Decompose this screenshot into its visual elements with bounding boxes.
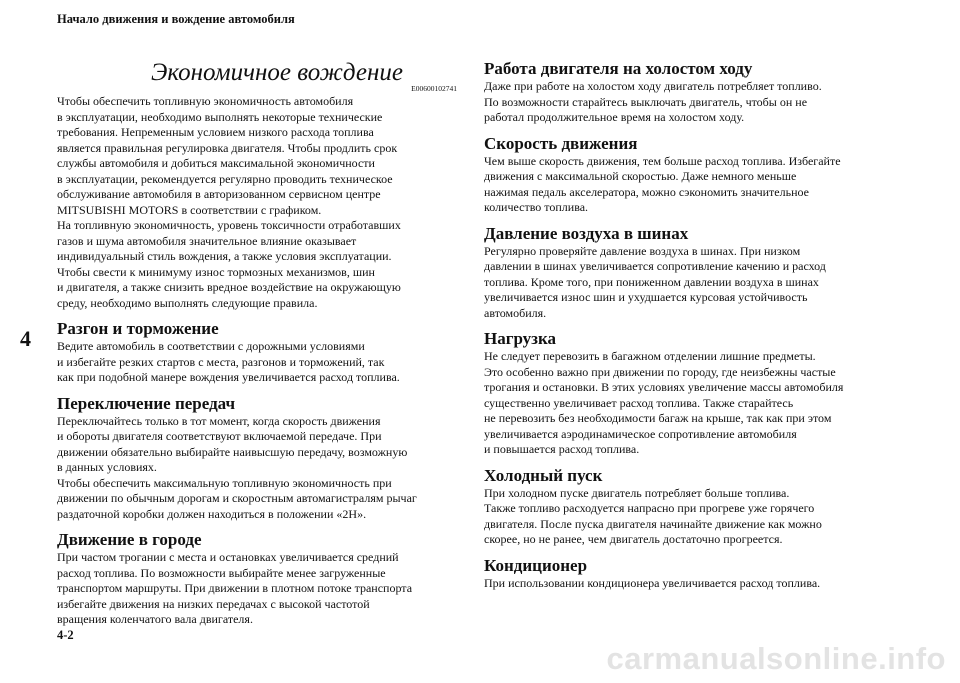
text-line: в данных условиях. [57, 460, 157, 474]
text-line: и двигателя, а также снизить вредное воздействие на окружающую [57, 280, 401, 294]
section-body-air-conditioner [484, 576, 889, 592]
section-body-tire-pressure [484, 244, 889, 322]
text-line: Даже при работе на холостом ходу двигатель потребляет топливо. [484, 79, 822, 93]
text-line: количество топлива. [484, 200, 589, 214]
text-line: в эксплуатации, необходимо выполнять некоторые технические [57, 109, 383, 124]
text-line: индивидуальный стиль вождения, а также условия эксплуатации. [57, 249, 392, 263]
running-header: Начало движения и вождение автомобиля [57, 12, 295, 26]
section-title-air-conditioner: Кондиционер [484, 555, 588, 575]
text-line: Регулярно проверяйте давление воздуха в шинах. При низком [484, 243, 801, 258]
text-line: топлива. Кроме того, при пониженном давлении воздуха в шинах [484, 274, 819, 289]
text-line: среду, необходимо выполнять следующие правила. [57, 295, 318, 310]
left-column [57, 58, 457, 628]
page-number: 4-2 [57, 628, 74, 642]
text-line: По возможности старайтесь выключать двигатель, чтобы он не [484, 94, 808, 109]
text-line: нажимая педаль акселератора, можно сэкономить значительное [484, 184, 809, 199]
text-line: Не следует перевозить в багажном отделении лишние предметы. [484, 349, 816, 363]
section-body-idling [484, 79, 889, 126]
text-line: расход топлива. По возможности выбирайте менее загруженные [57, 565, 386, 580]
document-code: E00600102741 [411, 84, 457, 93]
text-line: Также топливо расходуется напрасно при прогреве уже горячего [484, 501, 815, 515]
text-line: существенно увеличивает расход топлива. Также старайтесь [484, 395, 794, 410]
section-title-tire-pressure: Давление воздуха в шинах [484, 223, 689, 243]
text-line: трогания и остановки. В этих условиях увеличение массы автомобиля [484, 380, 844, 394]
text-line: в эксплуатации, рекомендуется регулярно проводить техническое [57, 171, 393, 186]
text-line: Чтобы обеспечить максимальную топливную экономичность при [57, 475, 392, 490]
page-title: Экономичное вождение [151, 59, 403, 86]
section-body-cold-start [484, 486, 889, 548]
text-line: требования. Непременным условием низкого расхода топлива [57, 125, 374, 139]
section-title-load: Нагрузка [484, 329, 557, 348]
text-line: как при подобной манере вождения увеличивается расход топлива. [57, 370, 400, 384]
text-line: не перевозить без необходимости багаж на крыше, так как при этом [484, 411, 832, 425]
section-title-speed: Скорость движения [484, 133, 638, 153]
text-line: MITSUBISHI MOTORS в соответствии с графиком. [57, 202, 322, 217]
intro-paragraph [57, 94, 457, 311]
text-line: давлении в шинах увеличивается сопротивление качению и расход [484, 259, 826, 273]
section-title-idling: Работа двигателя на холостом ходу [484, 59, 753, 78]
section-title-gear-shifting: Переключение передач [57, 393, 236, 413]
text-line: вращения коленчатого вала двигателя. [57, 612, 253, 626]
text-line: увеличивается аэродинамическое сопротивление автомобиля [484, 426, 797, 441]
section-body-load [484, 349, 889, 458]
text-line: При частом трогании с места и остановках увеличивается средний [57, 550, 399, 564]
text-line: транспортом маршруты. При движении в плотном потоке транспорта [57, 581, 413, 595]
text-line: движения с максимальной скоростью. Даже немного меньше [484, 169, 797, 183]
right-column [484, 58, 889, 591]
text-line: автомобиля. [484, 305, 547, 320]
text-line: движении обязательно выбирайте наивысшую передачу, возможную [57, 444, 408, 459]
text-line: Это особенно важно при движении по городу, где неизбежны частые [484, 364, 836, 379]
text-line: Чтобы обеспечить топливную экономичность автомобиля [57, 94, 354, 108]
section-body-gear-shifting [57, 414, 457, 523]
text-line: При холодном пуске двигатель потребляет больше топлива. [484, 485, 790, 500]
text-line: Чем выше скорость движения, тем больше расход топлива. Избегайте [484, 153, 841, 168]
section-title-acceleration: Разгон и торможение [57, 319, 219, 338]
text-line: Чтобы свести к минимуму износ тормозных механизмов, шин [57, 264, 375, 279]
section-title-city-driving: Движение в городе [57, 530, 202, 549]
text-line: и избегайте резких стартов с места, разгонов и торможений, так [57, 354, 385, 369]
text-line: газов и шума автомобиля значительное влияние оказывает [57, 233, 357, 248]
text-line: является правильная регулировка двигателя. Чтобы продлить срок [57, 140, 398, 155]
section-body-acceleration [57, 339, 457, 386]
text-line: движении по обычным дорогам и скоростным автомагистралям рычаг [57, 491, 417, 505]
section-title-cold-start: Холодный пуск [484, 465, 603, 485]
text-line: При использовании кондиционера увеличивается расход топлива. [484, 575, 821, 590]
text-line: службы автомобиля и добиться максимальной экономичности [57, 156, 375, 170]
text-line: Ведите автомобиль в соответствии с дорожными условиями [57, 339, 365, 353]
text-line: и повышается расход топлива. [484, 442, 640, 456]
text-line: двигателя. После пуска двигателя начинайте движение как можно [484, 516, 822, 531]
section-body-speed [484, 154, 889, 216]
text-line: обслуживание автомобиля в авторизованном сервисном центре [57, 187, 381, 201]
text-line: На топливную экономичность, уровень токсичности отработавших [57, 218, 401, 232]
watermark: carmanualsonline.info [606, 641, 946, 676]
text-line: увеличивается износ шин и ухудшается курсовая устойчивость [484, 290, 808, 304]
text-line: и обороты двигателя соответствуют включаемой передаче. При [57, 429, 382, 443]
text-line: работал продолжительное время на холостом ходу. [484, 110, 745, 124]
section-body-city-driving [57, 550, 457, 628]
text-line: скорее, но не ранее, чем двигатель достаточно прогреется. [484, 532, 783, 546]
text-line: Переключайтесь только в тот момент, когда скорость движения [57, 413, 381, 428]
text-line: раздаточной коробки должен находиться в положении «2H». [57, 506, 367, 521]
chapter-number: 4 [20, 326, 31, 351]
text-line: избегайте движения на низких передачах с высокой частотой [57, 596, 370, 611]
